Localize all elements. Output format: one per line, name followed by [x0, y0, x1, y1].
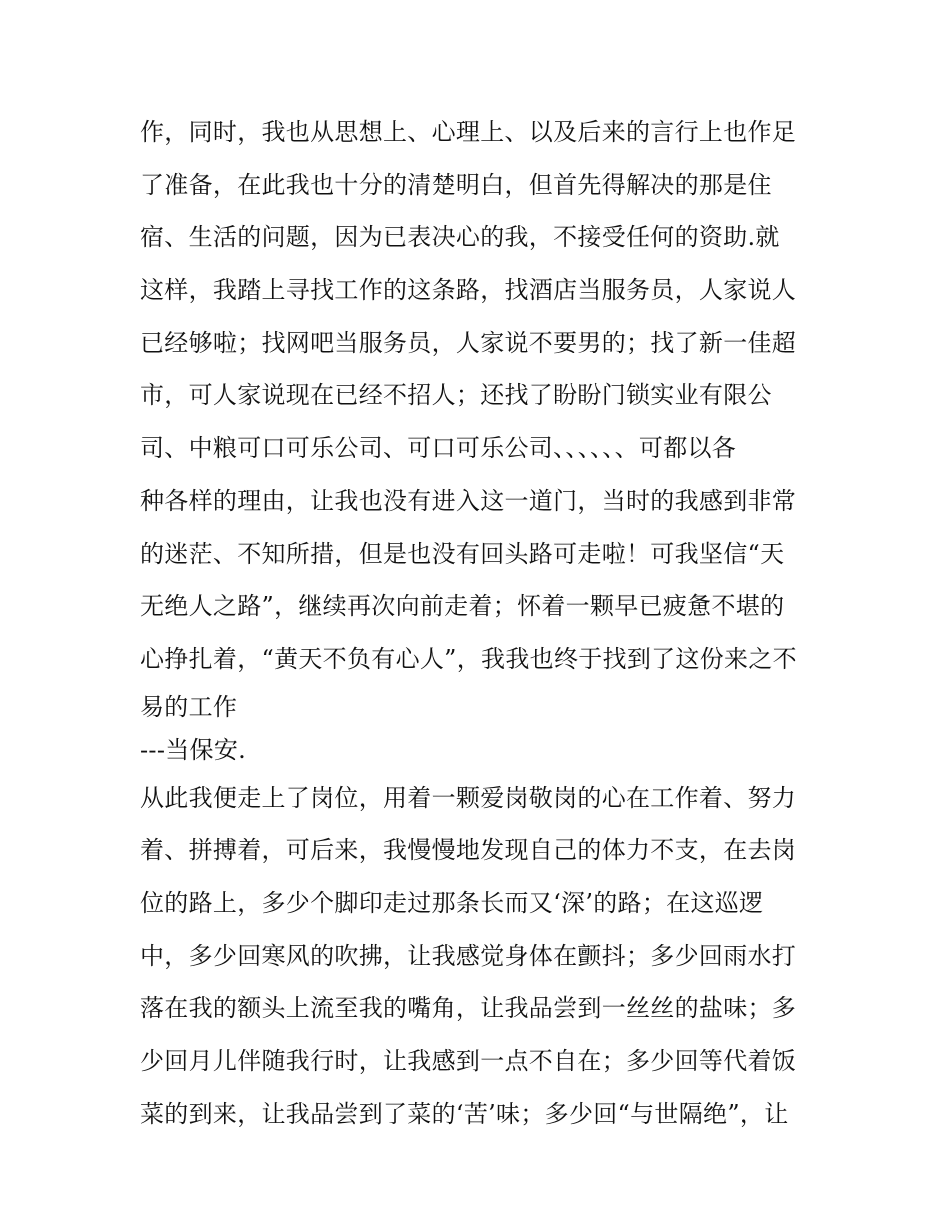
text-line: 的迷茫、不知所措，但是也没有回头路可走啦！可我坚信“天	[140, 539, 785, 568]
text-line: 易的工作	[140, 692, 238, 721]
text-line: 了准备，在此我也十分的清楚明白，但首先得解决的那是住	[140, 170, 772, 199]
text-line: ---当保安.	[140, 735, 247, 764]
text-line: 宿、生活的问题，因为已表决心的我，不接受任何的资助.就	[140, 223, 780, 252]
text-line: 从此我便走上了岗位，用着一颗爱岗敬岗的心在工作着、努力	[140, 783, 797, 812]
text-line: 种各样的理由，让我也没有进入这一道门，当时的我感到非常	[140, 486, 797, 515]
text-line: 菜的到来，让我品尝到了菜的‘苦’味；多少回“与世隔绝”，让	[140, 1099, 789, 1128]
text-line: 这样，我踏上寻找工作的这条路，找酒店当服务员，人家说人	[140, 276, 797, 305]
text-line: 少回月儿伴随我行时，让我感到一点不自在；多少回等代着饭	[140, 1047, 797, 1075]
text-line: 着、拼搏着，可后来，我慢慢地发现自己的体力不支，在去岗	[140, 836, 797, 865]
text-line: 中，多少回寒风的吹拂，让我感觉身体在颤抖；多少回雨水打	[140, 941, 797, 970]
text-line: 作，同时，我也从思想上、心理上、以及后来的言行上也作足	[140, 118, 797, 146]
text-line: 司、中粮可口可乐公司、可口可乐公司、、、、、、可都以各	[140, 434, 737, 463]
text-line: 市，可人家说现在已经不招人；还找了盼盼门锁实业有限公	[140, 381, 772, 410]
text-line: 心挣扎着，“黄天不负有心人”，我我也终于找到了这份来之不	[140, 644, 797, 673]
body-text	[140, 106, 820, 1140]
text-line: 已经够啦；找网吧当服务员，人家说不要男的；找了新一佳超	[140, 328, 797, 357]
text-line: 位的路上，多少个脚印走过那条长而又‘深’的路；在这巡逻	[140, 888, 764, 917]
text-line: 无绝人之路”，继续再次向前走着；怀着一颗早已疲惫不堪的	[140, 592, 785, 621]
text-line: 落在我的额头上流至我的嘴角，让我品尝到一丝丝的盐味；多	[140, 994, 797, 1023]
